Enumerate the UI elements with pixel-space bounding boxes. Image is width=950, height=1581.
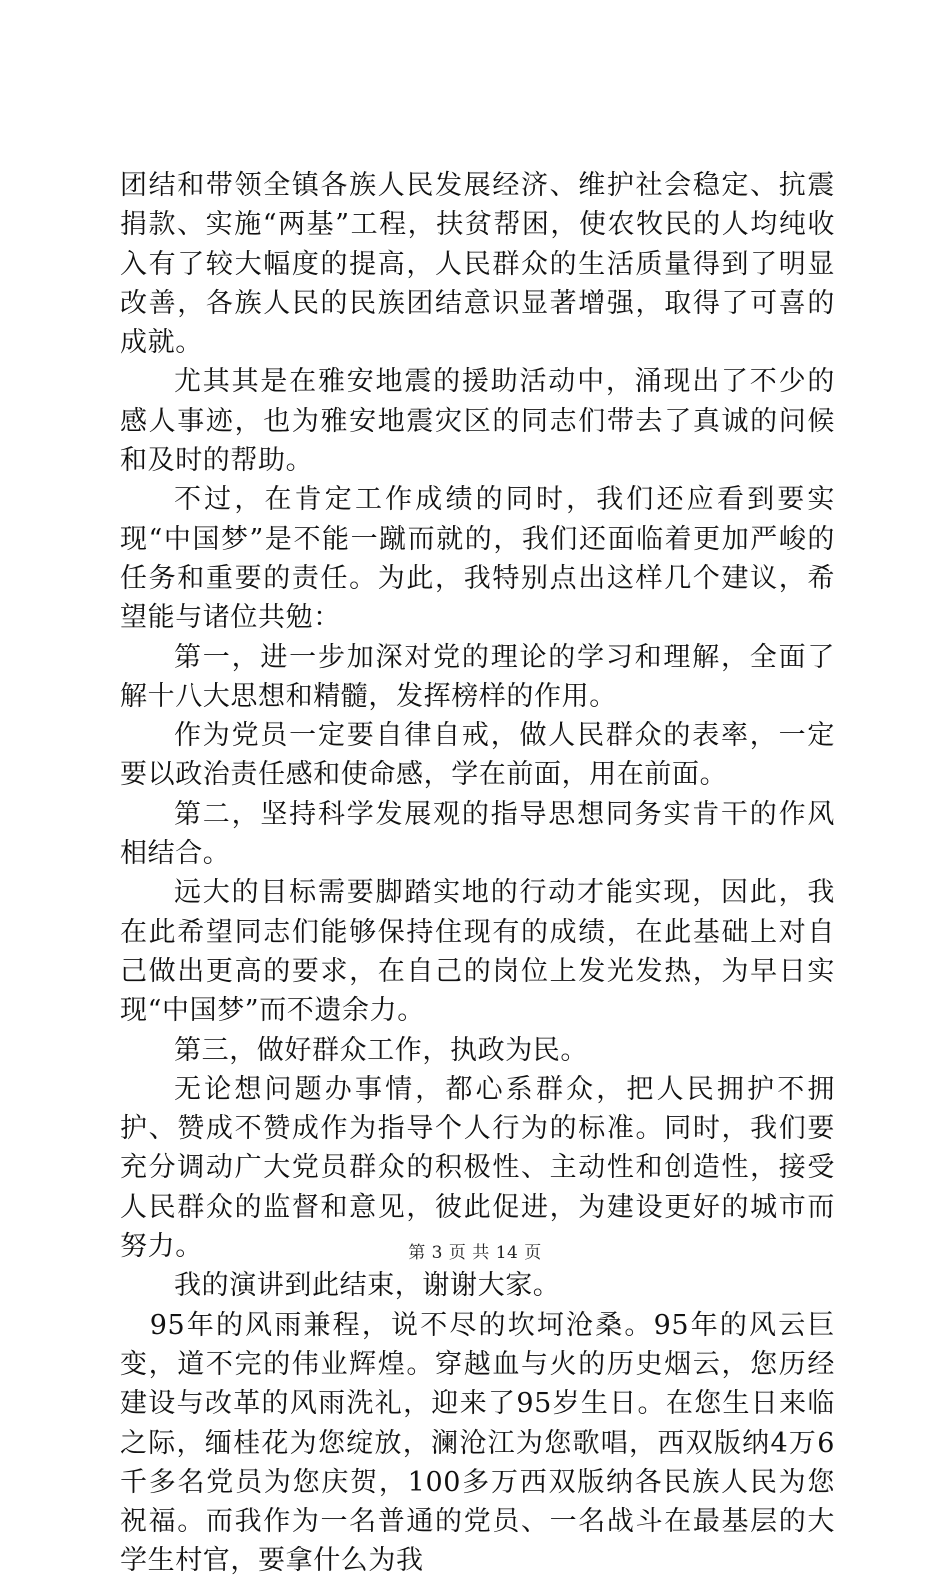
- paragraph-6: 第二，坚持科学发展观的指导思想同务实肯干的作风相结合。: [120, 798, 835, 870]
- paragraph-10: 我的演讲到此结束，谢谢大家。: [174, 1270, 561, 1302]
- paragraph-11: 95年的风雨兼程，说不尽的坎坷沧桑。95年的风云巨变，道不完的伟业辉煌。穿越血与火的历史烟云，您历经建设与改革的风雨洗礼，迎来了95岁生日。在您生日来临之际，缅桂花为您绽放，澜沧江为您歌唱，西双版纳4万6千多名党员为您庆贺，100多万西双版纳各民族人民为您祝福。而我作为一名普通的党员、一名战斗在最基层的大学生村官，要拿什么为我: [120, 1309, 835, 1577]
- paragraph-7: 远大的目标需要脚踏实地的行动才能实现，因此，我在此希望同志们能够保持住现有的成绩，在此基础上对自己做出更高的要求，在自己的岗位上发光发热，为早日实现“中国梦”而不遗余力。: [120, 877, 835, 1027]
- paragraph-4: 第一，进一步加深对党的理论的学习和理解，全面了解十八大思想和精髓，发挥榜样的作用。: [120, 641, 835, 712]
- paragraph-9: 无论想问题办事情，都心系群众，把人民拥护不拥护、赞成不赞成作为指导个人行为的标准。同时，我们要充分调动广大党员群众的积极性、主动性和创造性，接受人民群众的监督和意见，彼此促进，为建设更好的城市而努力。: [120, 1073, 835, 1263]
- paragraph-2: 尤其其是在雅安地震的援助活动中，涌现出了不少的感人事迹，也为雅安地震灾区的同志们带去了真诚的问候和及时的帮助。: [120, 366, 835, 477]
- page-number-footer: 第 3 页 共 14 页: [408, 1243, 542, 1263]
- document-body: [120, 166, 835, 1581]
- paragraph-8: 第三，做好群众工作，执政为民。: [174, 1034, 588, 1066]
- paragraph-3: 不过，在肯定工作成绩的同时，我们还应看到要实现“中国梦”是不能一蹴而就的，我们还面临着更加严峻的任务和重要的责任。为此，我特别点出这样几个建议，希望能与诸位共勉：: [120, 484, 835, 634]
- paragraph-1: 团结和带领全镇各族人民发展经济、维护社会稳定、抗震捐款、实施“两基”工程，扶贫帮困，使农牧民的人均纯收入有了较大幅度的提高，人民群众的生活质量得到了明显改善，各族人民的民族团结意识显著增强，取得了可喜的成就。: [120, 170, 835, 359]
- paragraph-5: 作为党员一定要自律自戒，做人民群众的表率，一定要以政治责任感和使命感，学在前面，用在前面。: [120, 720, 835, 791]
